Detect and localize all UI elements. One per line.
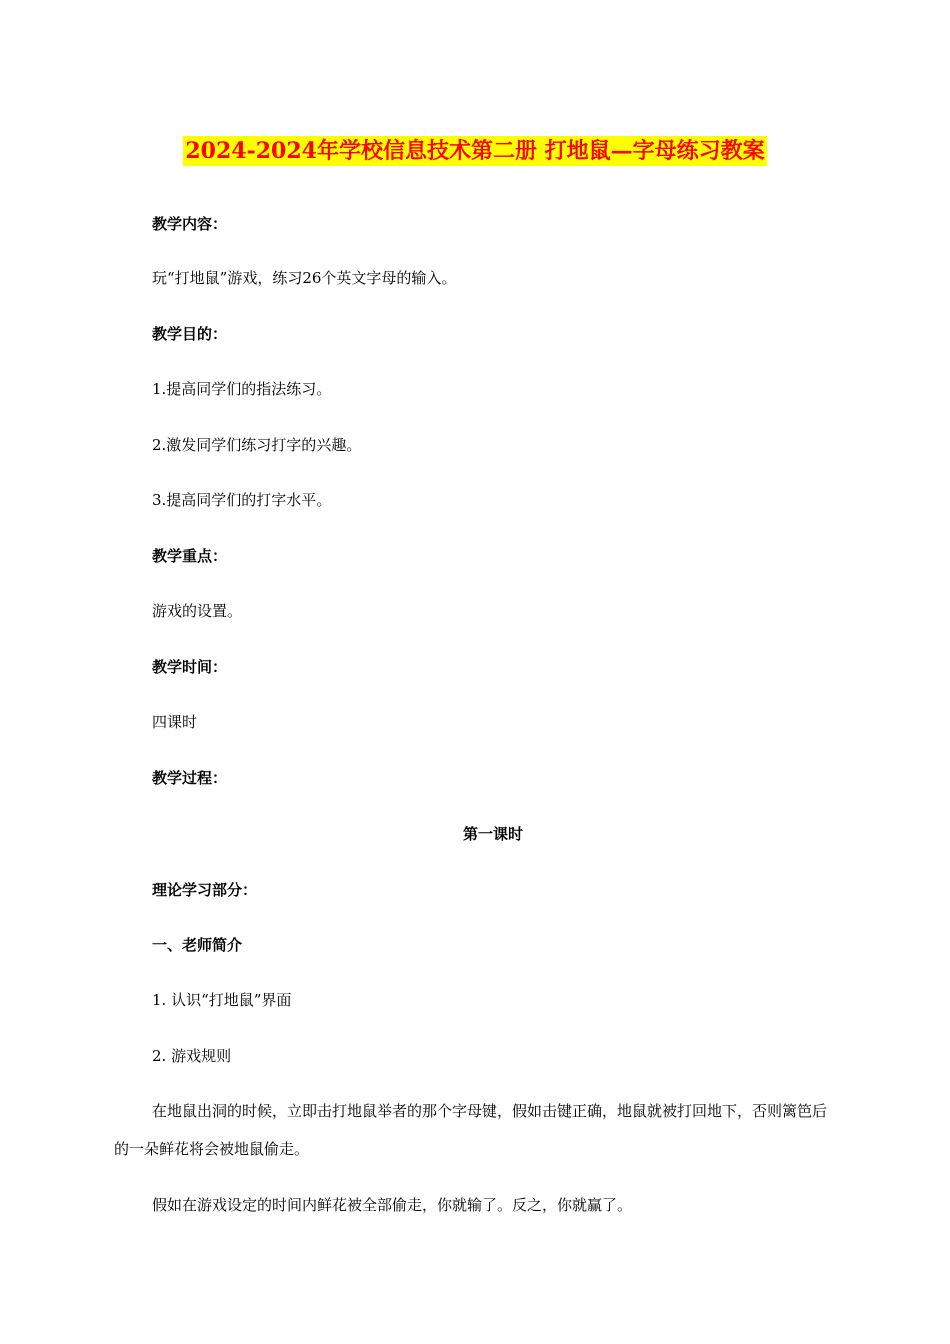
teaching-time-text: 四课时 <box>152 713 198 731</box>
document-title: 2024-2024年学校信息技术第二册 打地鼠—字母练习教案 <box>185 138 765 164</box>
teaching-process-heading: 教学过程： <box>152 769 228 787</box>
rule-paragraph: 假如在游戏设定的时间内鲜花被全部偷走，你就输了。反之，你就赢了。 <box>152 1196 633 1214</box>
teaching-focus-text: 游戏的设置。 <box>152 602 243 620</box>
goal-item: 2.激发同学们练习打字的兴趣。 <box>152 436 362 454</box>
rule-paragraph: 在地鼠出洞的时候，立即击打地鼠举者的那个字母键，假如击键正确，地鼠就被打回地下，否则篱笆后的一朵鲜花将会被地鼠偷走。 <box>114 1102 828 1158</box>
intro-item: 1. 认识“打地鼠”界面 <box>152 991 292 1009</box>
teaching-goals-heading: 教学目的： <box>152 325 228 343</box>
title-wrapper <box>0 136 950 166</box>
teaching-content-heading: 教学内容： <box>152 215 228 233</box>
theory-heading: 理论学习部分： <box>152 881 258 899</box>
teaching-content-text: 玩“打地鼠”游戏，练习26个英文字母的输入。 <box>152 269 457 287</box>
teaching-focus-heading: 教学重点： <box>152 547 228 565</box>
intro-heading: 一、老师简介 <box>152 936 243 954</box>
intro-item: 2. 游戏规则 <box>152 1047 232 1065</box>
teaching-time-heading: 教学时间： <box>152 658 228 676</box>
goal-item: 3.提高同学们的打字水平。 <box>152 491 332 509</box>
goal-item: 1.提高同学们的指法练习。 <box>152 380 332 398</box>
lesson-heading: 第一课时 <box>462 825 523 843</box>
